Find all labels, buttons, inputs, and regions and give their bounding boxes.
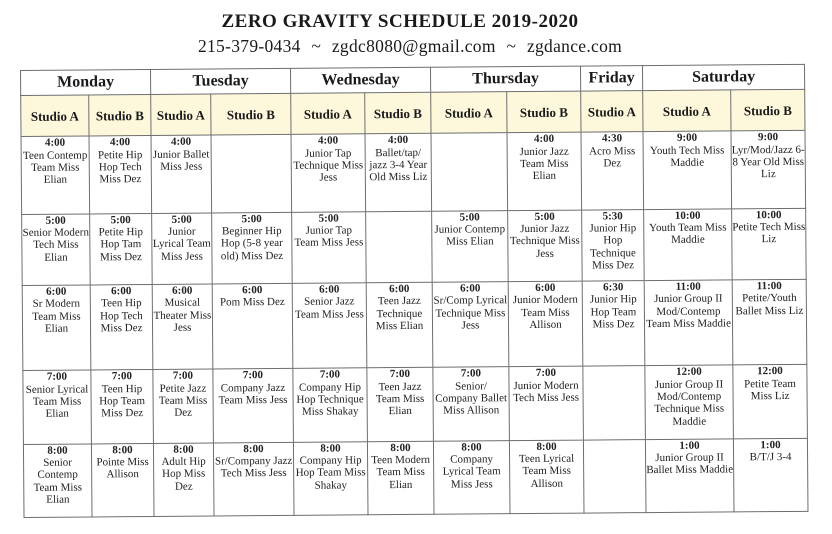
class-time: 6:00 [460,282,481,295]
class-info: Acro Miss Dez [589,144,636,170]
class-info: Sr Modern Team Miss Elian [32,297,81,335]
class-info: Senior/ Company Ballet Miss Allison [435,379,508,417]
class-info: Adult Hip Hop Miss Dez [161,455,206,493]
class-time: 7:00 [389,368,411,381]
class-cell [432,210,509,282]
class-info: Petite/Youth Ballet Miss Liz [735,292,804,317]
class-time: 5:30 [602,209,623,223]
class-cell [22,285,91,371]
class-time: 7:00 [242,369,264,382]
time-row [23,438,808,518]
class-time: 1:00 [760,438,781,451]
class-time: 7:00 [535,367,557,380]
class-time: 10:00 [674,209,701,222]
studio-header: Studio A [643,90,731,132]
class-info: Pom Miss Dez [219,296,285,309]
class-info: Junior Modern Team Miss Allison [512,293,578,331]
class-cell [91,370,154,444]
class-cell [643,131,732,209]
class-info: Lyr/Mod/Jazz 6-8 Year Old Miss Liz [731,143,805,181]
class-time: 6:30 [603,281,624,294]
class-cell [509,440,584,514]
class-time: 7:00 [319,368,341,381]
class-cell [152,284,213,370]
studio-header: Studio A [581,91,643,133]
class-info: Teen Modern Team Miss Elian [371,453,431,491]
class-time: 11:00 [675,280,701,293]
class-info: Junior Tap Technique Miss Jess [293,146,364,184]
class-time: 5:00 [534,210,555,223]
class-cell [292,283,367,369]
class-cell [581,132,644,210]
class-time: 6:00 [111,285,132,298]
studio-header: Studio B [211,93,291,135]
class-cell [366,282,433,368]
class-time: 6:00 [242,284,263,297]
class-cell [366,211,433,283]
class-cell [731,131,806,209]
class-info: Junior Contemp Miss Elian [434,223,506,248]
class-info: Senior Lyrical Team Miss Elian [25,383,89,421]
class-time: 7:00 [172,369,194,383]
day-thursday: Thursday [431,66,581,92]
class-time: 4:00 [387,134,409,147]
phone-number: 215-379-0434 [197,36,301,56]
studio-header-row [21,89,805,136]
time-row [23,365,808,444]
class-time: 4:00 [170,135,192,149]
class-info: Junior Group II Mod/Contemp Technique Miss Maddie [654,378,725,428]
class-cell [21,136,90,214]
class-info: Youth Team Miss Maddie [649,221,727,247]
email-address: zgdc8080@gmail.com [331,36,496,56]
separator: ~ [506,36,517,56]
class-info: Company Hip Hop Team Miss Shakay [295,454,366,492]
class-time: 8:00 [536,440,557,453]
class-info: Ballet/tap/ jazz 3-4 Year Old Miss Liz [369,146,428,184]
class-time: 12:00 [676,365,702,379]
class-cell [508,281,583,367]
class-info: Junior Group II Ballet Miss Maddie [646,451,734,477]
contact-line [0,36,820,57]
class-cell [367,368,434,442]
class-time: 6:00 [535,281,556,294]
class-info: Musical Theater Miss Jess [153,296,212,334]
class-cell [582,209,645,281]
class-info: Sr/Comp Lyrical Technique Miss Jess [433,294,508,332]
day-friday: Friday [581,66,643,92]
class-cell [22,214,91,286]
class-info: Petite Hip Hop Tech Miss Dez [97,148,143,186]
studio-header: Studio A [291,93,365,135]
day-wednesday: Wednesday [291,67,431,93]
day-monday: Monday [21,69,151,95]
studio-header: Studio B [507,91,581,133]
class-cell [431,133,508,211]
class-cell [644,280,733,366]
studio-header: Studio B [89,95,151,137]
class-info [432,133,507,134]
class-time: 7:00 [46,370,68,384]
class-time [432,133,507,134]
class-time: 7:00 [460,367,482,380]
class-cell [291,134,366,212]
class-cell [732,279,807,365]
class-time: 6:00 [319,283,340,296]
class-time: 8:00 [47,444,68,457]
class-info: Senior Jazz Team Miss Jess [294,295,364,321]
class-time: 6:00 [46,285,67,298]
class-time: 5:00 [241,212,262,225]
class-info: Teen Contemp Team Miss Elian [22,149,88,186]
class-cell [211,135,292,213]
class-time: 8:00 [243,442,264,455]
class-info: Senior Contemp Team Miss Elian [33,456,83,506]
class-info: Junior Lyrical Team Miss Jess [152,225,211,263]
class-info: Senior Modern Tech Miss Elian [22,226,89,264]
class-cell [509,366,584,440]
class-cell [293,441,368,515]
class-cell [153,369,214,443]
class-cell [90,213,153,285]
class-cell [508,210,583,282]
class-time: 5:00 [171,213,192,226]
class-cell [23,444,92,518]
class-info: Junior Jazz Technique Miss Jess [509,222,580,260]
class-cell [732,208,807,280]
class-time: 4:00 [533,133,555,146]
class-time: 4:30 [601,132,623,145]
class-info: Teen Lyrical Team Miss Allison [518,452,575,490]
time-row [22,208,807,285]
class-cell [582,281,645,367]
class-cell [91,443,154,517]
class-info: Junior Tap Team Miss Jess [294,224,364,250]
class-info: Pointe Miss Allison [96,455,149,481]
class-cell [213,442,294,516]
class-cell [23,370,92,444]
class-cell [212,283,293,369]
day-saturday: Saturday [643,64,805,90]
studio-header: Studio A [431,92,507,134]
class-cell [645,439,734,513]
class-cell [90,284,153,370]
class-time: 5:00 [459,211,480,224]
class-cell [733,365,808,439]
class-time: 4:00 [109,136,131,149]
class-time: 4:00 [44,136,66,150]
time-row [21,131,806,214]
class-time: 6:00 [172,284,193,297]
class-info: Junior Hip Hop Technique Miss Dez [589,222,637,272]
class-cell [645,365,734,439]
website: zgdance.com [526,36,623,56]
class-time: 5:00 [110,213,131,226]
class-time: 8:00 [320,442,341,455]
class-cell [212,212,293,284]
class-time: 5:00 [318,212,339,225]
day-tuesday: Tuesday [150,68,290,94]
class-cell [89,136,152,214]
class-time: 8:00 [173,443,194,456]
class-info: Junior Hip Hop Team Miss Dez [589,293,637,331]
class-info: Petite Tech Miss Liz [732,220,806,246]
class-cell [293,368,368,442]
class-cell [433,440,510,514]
schedule-title: ZERO GRAVITY SCHEDULE 2019-2020 [221,11,579,32]
class-info: Junior Ballet Miss Jess [152,148,210,173]
class-time: 1:00 [679,439,700,452]
class-cell [507,132,582,210]
class-info: Teen Hip Hop Team Miss Dez [99,382,146,420]
class-cell [367,441,434,515]
class-info: Teen Hip Hop Tech Miss Dez [100,297,143,335]
class-cell [213,369,294,443]
class-info: Teen Jazz Team Miss Elian [375,380,425,418]
class-cell [433,367,510,441]
separator: ~ [311,36,322,56]
class-cell [153,443,214,517]
class-time: 4:00 [317,134,339,147]
class-time: 11:00 [756,279,782,293]
time-row [22,279,807,371]
class-cell [583,366,646,440]
class-cell [152,213,213,285]
class-time [366,211,431,212]
schedule-table [20,64,809,518]
class-time: 8:00 [112,443,133,456]
class-time: 12:00 [757,365,783,378]
class-info: Company Jazz Team Miss Jess [218,381,288,407]
class-time: 8:00 [390,441,411,454]
class-time: 5:00 [45,214,66,227]
class-info: Petite Jazz Team Miss Dez [158,382,208,420]
class-info: Junior Jazz Team Miss Elian [519,145,569,183]
class-time: 9:00 [676,131,698,145]
class-time: 8:00 [461,441,482,454]
class-cell [151,135,212,213]
class-cell [432,282,509,368]
class-info: Sr/Company Jazz Tech Miss Jess [214,454,293,480]
studio-header: Studio B [365,92,431,134]
class-cell [733,438,808,512]
class-info: Beginner Hip Hop (5-8 year old) Miss Dez [220,224,284,262]
class-time: 7:00 [111,370,133,383]
class-time [212,135,291,136]
class-info [366,211,431,212]
class-cell [292,211,367,283]
class-time: 10:00 [755,208,782,221]
class-info: Company Lyrical Team Miss Jess [442,453,501,491]
class-info: Youth Tech Miss Maddie [649,144,725,169]
studio-header: Studio B [731,89,805,131]
class-info: Teen Jazz Technique Miss Elian [375,295,424,333]
class-time: 9:00 [757,131,779,144]
studio-header: Studio A [21,95,89,137]
class-info: Company Hip Hop Technique Miss Shakay [296,380,364,418]
class-cell [583,439,646,513]
class-info [212,135,291,136]
class-info: Petite Team Miss Liz [744,377,797,403]
studio-header: Studio A [151,94,211,136]
class-info: Junior Group II Mod/Contemp Team Miss Maddie [646,292,731,330]
class-info: Junior Modern Tech Miss Jess [513,379,580,405]
class-time: 6:00 [389,282,410,296]
class-cell [365,134,432,212]
class-info: Petite Hip Hop Tam Miss Dez [98,225,143,263]
class-cell [644,209,733,281]
class-info: B/T/J 3-4 [749,450,792,464]
